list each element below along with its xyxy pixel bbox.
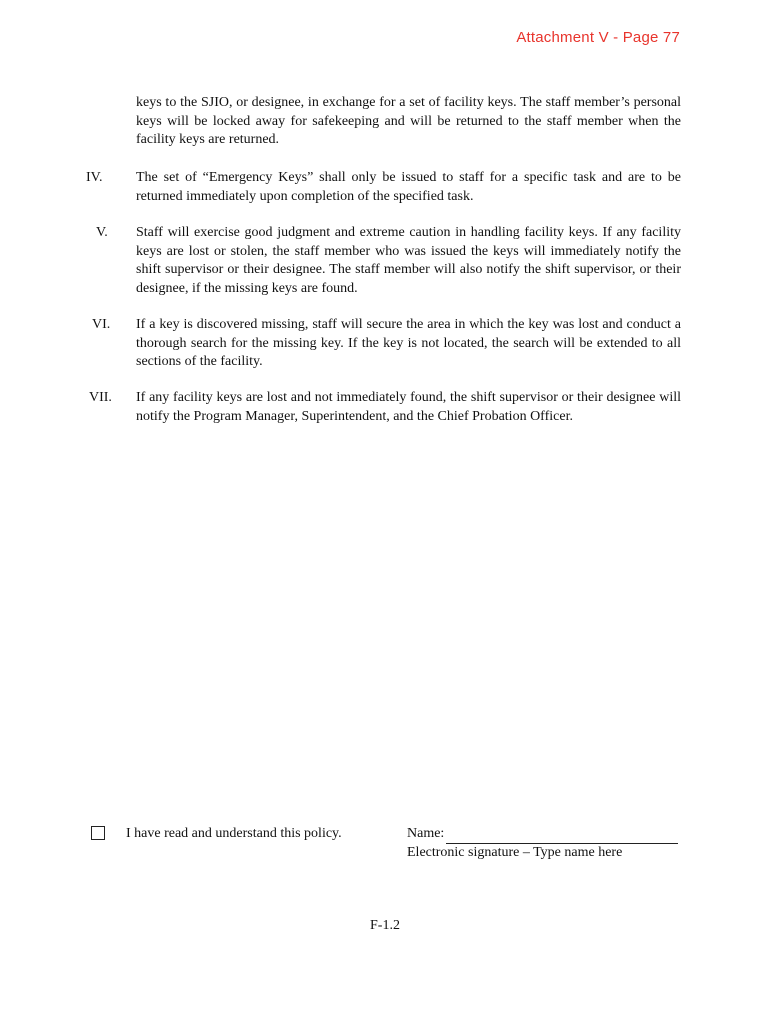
- item-text-vi: If a key is discovered missing, staff will secure the area in which the key was lost and conduct a thorough search for the missing key. If the key is not located, the search will be extended to all sections of the facility.: [136, 317, 681, 369]
- item-number-iv: IV.: [86, 170, 103, 185]
- attachment-page-label: Attachment V - Page 77: [516, 29, 680, 46]
- signature-block: [407, 825, 678, 862]
- continuation-paragraph: keys to the SJIO, or designee, in exchange for a set of facility keys. The staff member’s personal keys will be locked away for safekeeping and will be returned to the staff member when the facility keys are returned.: [136, 95, 681, 147]
- acknowledge-label: I have read and understand this policy.: [126, 826, 342, 841]
- item-text-vii: If any facility keys are lost and not immediately found, the shift supervisor or their designee will notify the Program Manager, Superintendent, and the Chief Probation Officer.: [136, 390, 681, 424]
- item-number-vii: VII.: [89, 390, 112, 405]
- signature-hint: Electronic signature – Type name here: [407, 844, 623, 860]
- item-text-iv: The set of “Emergency Keys” shall only be issued to staff for a specific task and are to be returned immediately upon completion of the specified task.: [136, 170, 681, 204]
- page-number: F-1.2: [370, 918, 400, 933]
- name-label: Name:: [407, 826, 445, 841]
- acknowledge-checkbox[interactable]: [91, 826, 105, 840]
- item-number-vi: VI.: [92, 317, 111, 332]
- name-input-line[interactable]: [446, 828, 678, 844]
- item-text-v: Staff will exercise good judgment and extreme caution in handling facility keys. If any facility keys are lost or stolen, the staff member who was issued the keys will immediately notify the shift supervisor or their designee. The staff member will also notify the shift supervisor, or their designee, if the missing keys are found.: [136, 225, 681, 296]
- name-row: [407, 825, 678, 844]
- item-number-v: V.: [96, 225, 108, 240]
